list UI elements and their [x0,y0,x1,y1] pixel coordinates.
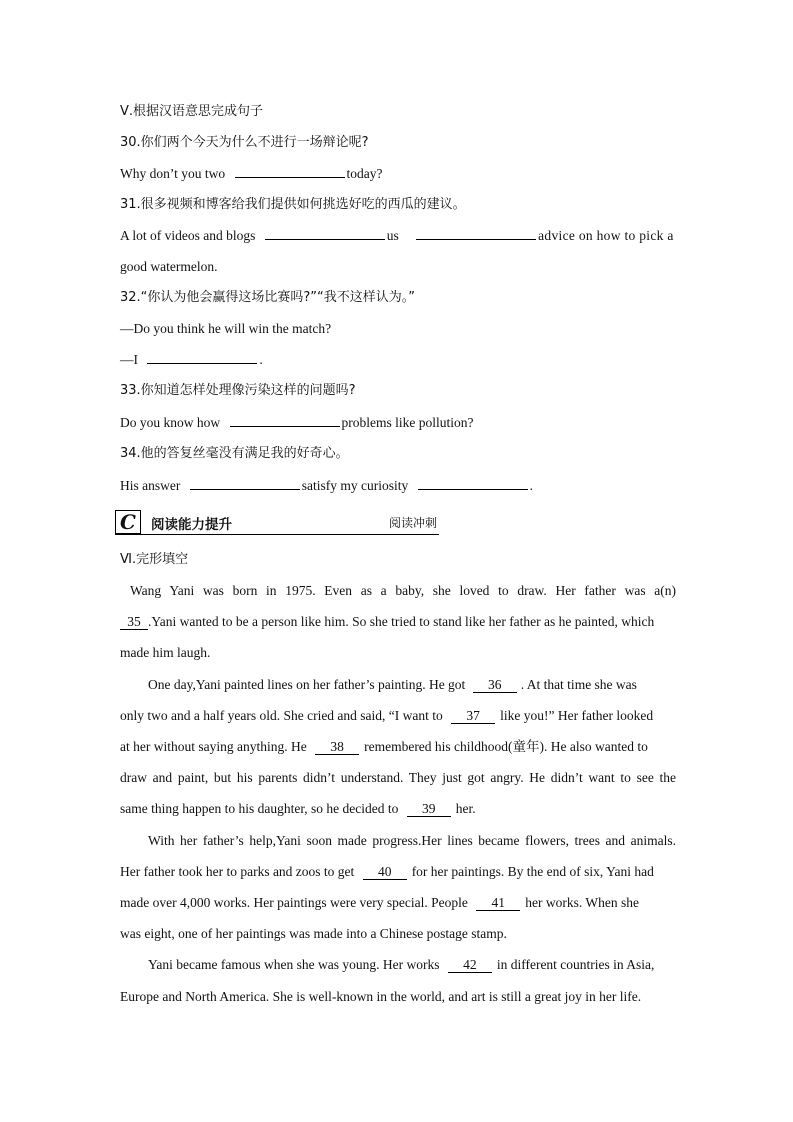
q30-blank[interactable] [235,165,345,178]
q32-english-1: —Do you think he will win the match? [120,321,332,336]
p2-line3: at her without saying anything. He 38 remembered his childhood(童年). He also wanted to [120,739,648,754]
banner-subtitle: 阅读冲刺 [388,516,437,530]
p1-line3: made him laugh. [120,645,211,660]
p1-line1: Wang Yani was born in 1975. Even as a baby, she loved to draw. Her father was a(n) [130,583,676,598]
p2-line1: One day,Yani painted lines on her father’s painting. He got 36 . At that time she was [148,677,637,692]
blank-39[interactable]: 39 [407,801,451,817]
q34-blank-2[interactable] [418,477,528,490]
blank-35[interactable]: 35 [120,614,148,630]
q31-chinese: 31.很多视频和博客给我们提供如何挑选好吃的西瓜的建议。 [120,197,466,212]
q32-blank[interactable] [147,351,257,364]
q32-chinese: 32.“你认为他会赢得这场比赛吗?”“我不这样认为。” [120,290,416,305]
p1-line2: 35 .Yani wanted to be a person like him. So she tried to stand like her father as he painted, which [120,613,654,631]
p2-line4: draw and paint, but his parents didn’t understand. They just got angry. He didn’t want to see the [120,770,676,785]
p4-line2: Europe and North America. She is well-known in the world, and art is still a great joy in her life. [120,989,642,1004]
blank-38[interactable]: 38 [315,739,359,755]
banner-title: 阅读能力提升 [151,517,232,533]
q33-chinese: 33.你知道怎样处理像污染这样的问题吗? [120,383,356,398]
q31-blank-2[interactable] [416,227,536,240]
blank-41[interactable]: 41 [476,895,520,911]
p3-line2: Her father took her to parks and zoos to get 40 for her paintings. By the end of six, Yani had [120,864,654,879]
banner-c-logo: C [115,510,141,534]
p3-line1: With her father’s help,Yani soon made progress.Her lines became flowers, trees and animals. [148,833,676,848]
q30-chinese: 30.你们两个今天为什么不进行一场辩论呢? [120,135,369,150]
q31-english-cont: good watermelon. [120,259,218,274]
section5-heading: Ⅴ.根据汉语意思完成句子 [120,104,264,119]
q32-english-2: —I . [120,352,263,367]
blank-40[interactable]: 40 [363,864,407,880]
q33-blank[interactable] [230,414,340,427]
p3-line3: made over 4,000 works. Her paintings were very special. People 41 her works. When she [120,895,640,910]
q34-english: His answer satisfy my curiosity . [120,478,533,493]
q33-english: Do you know how problems like pollution? [120,415,474,430]
q31-blank-1[interactable] [265,227,385,240]
p2-line5: same thing happen to his daughter, so he decided to 39 her. [120,801,476,816]
p4-line1: Yani became famous when she was young. Her works 42 in different countries in Asia, [148,957,655,972]
reading-section-banner [115,510,439,535]
q34-chinese: 34.他的答复丝毫没有满足我的好奇心。 [120,446,349,461]
q31-english: A lot of videos and blogs us advice on how to pick a [120,228,674,243]
q34-blank-1[interactable] [190,477,300,490]
section6-heading: Ⅵ.完形填空 [120,552,189,567]
q30-english: Why don’t you two today? [120,166,383,181]
blank-37[interactable]: 37 [451,708,495,724]
blank-36[interactable]: 36 [473,677,517,693]
p2-line2: only two and a half years old. She cried and said, “I want to 37 like you!” Her father looked [120,708,654,723]
p3-line4: was eight, one of her paintings was made into a Chinese postage stamp. [120,926,507,941]
blank-42[interactable]: 42 [448,957,492,973]
